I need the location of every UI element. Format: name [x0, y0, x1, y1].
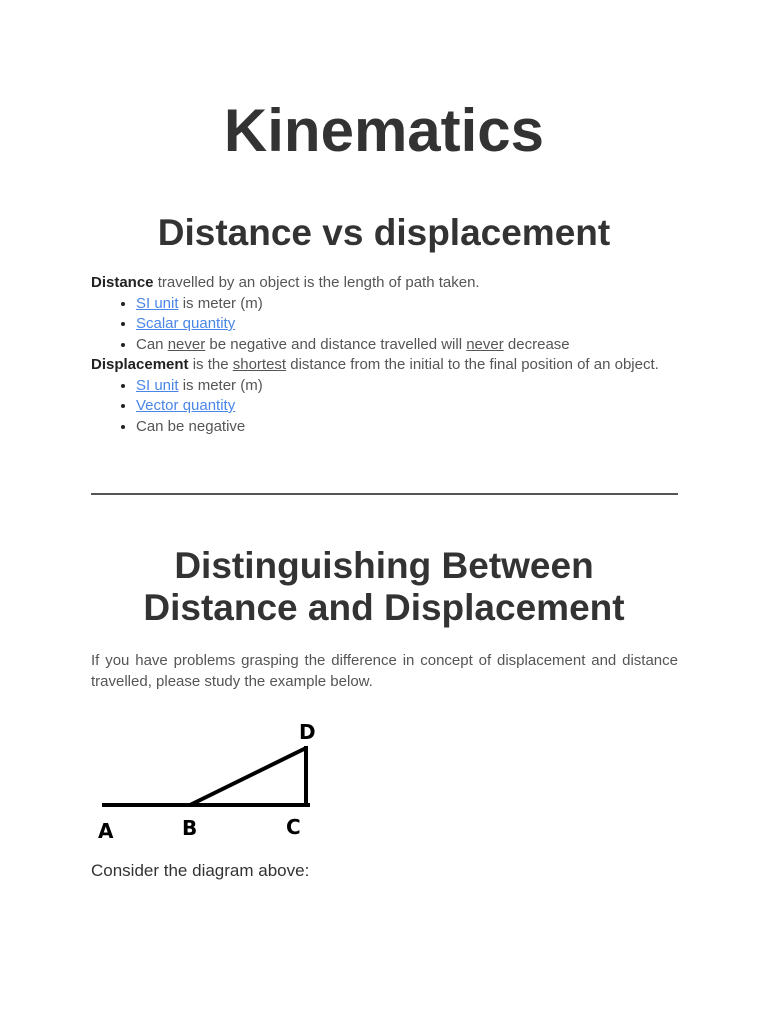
heading-line-2: Distance and Displacement: [143, 587, 625, 628]
vector-quantity-link[interactable]: Vector quantity: [136, 397, 236, 414]
list-item: [136, 376, 678, 397]
definition-text: is the: [188, 356, 233, 373]
never-underlined: never: [167, 335, 206, 353]
list-item: [136, 294, 678, 315]
bullet-text: is meter (m): [178, 376, 263, 394]
displacement-bullet-list: [91, 376, 678, 438]
section-distance-vs-displacement: [91, 273, 678, 437]
section-heading-distance-vs-displacement: Distance vs displacement: [157, 212, 611, 253]
distance-bullet-list: [91, 294, 678, 356]
list-item: [136, 417, 678, 438]
displacement-definition: [91, 355, 678, 376]
line-b-to-d: [190, 748, 306, 805]
bullet-text: be negative and distance travelled will: [205, 335, 467, 353]
label-c: C: [286, 815, 301, 839]
distance-term: Distance: [91, 274, 154, 291]
list-item: [136, 314, 678, 335]
si-unit-link[interactable]: SI unit: [136, 376, 179, 394]
label-a: A: [98, 819, 114, 843]
heading-line-1: Distinguishing Between: [174, 545, 594, 586]
scalar-quantity-link[interactable]: Scalar quantity: [136, 315, 236, 332]
bullet-text: Can: [136, 335, 168, 353]
page-title: Kinematics: [223, 97, 545, 164]
list-item: [136, 335, 678, 356]
bullet-text: decrease: [503, 335, 570, 353]
label-d: D: [299, 720, 316, 744]
distance-definition-text: travelled by an object is the length of path taken.: [153, 274, 480, 291]
label-b: B: [182, 816, 198, 840]
abcd-diagram: [90, 715, 330, 845]
distance-definition: [91, 273, 678, 294]
section-heading-distinguishing: [0, 545, 768, 629]
si-unit-link[interactable]: SI unit: [136, 294, 179, 312]
bullet-text: Can be negative: [136, 417, 246, 435]
diagram-caption: Consider the diagram above:: [91, 861, 310, 880]
shortest-underlined: shortest: [232, 356, 287, 373]
displacement-term: Displacement: [91, 356, 189, 373]
definition-text: distance from the initial to the final position of an object.: [286, 356, 659, 373]
bullet-text: is meter (m): [178, 294, 263, 312]
intro-text: If you have problems grasping the difference in concept of displacement and distance travelled, please study the example below.: [91, 652, 678, 690]
intro-paragraph: [91, 651, 678, 692]
never-underlined: never: [466, 335, 504, 353]
horizontal-divider: [91, 493, 678, 495]
list-item: [136, 396, 678, 417]
